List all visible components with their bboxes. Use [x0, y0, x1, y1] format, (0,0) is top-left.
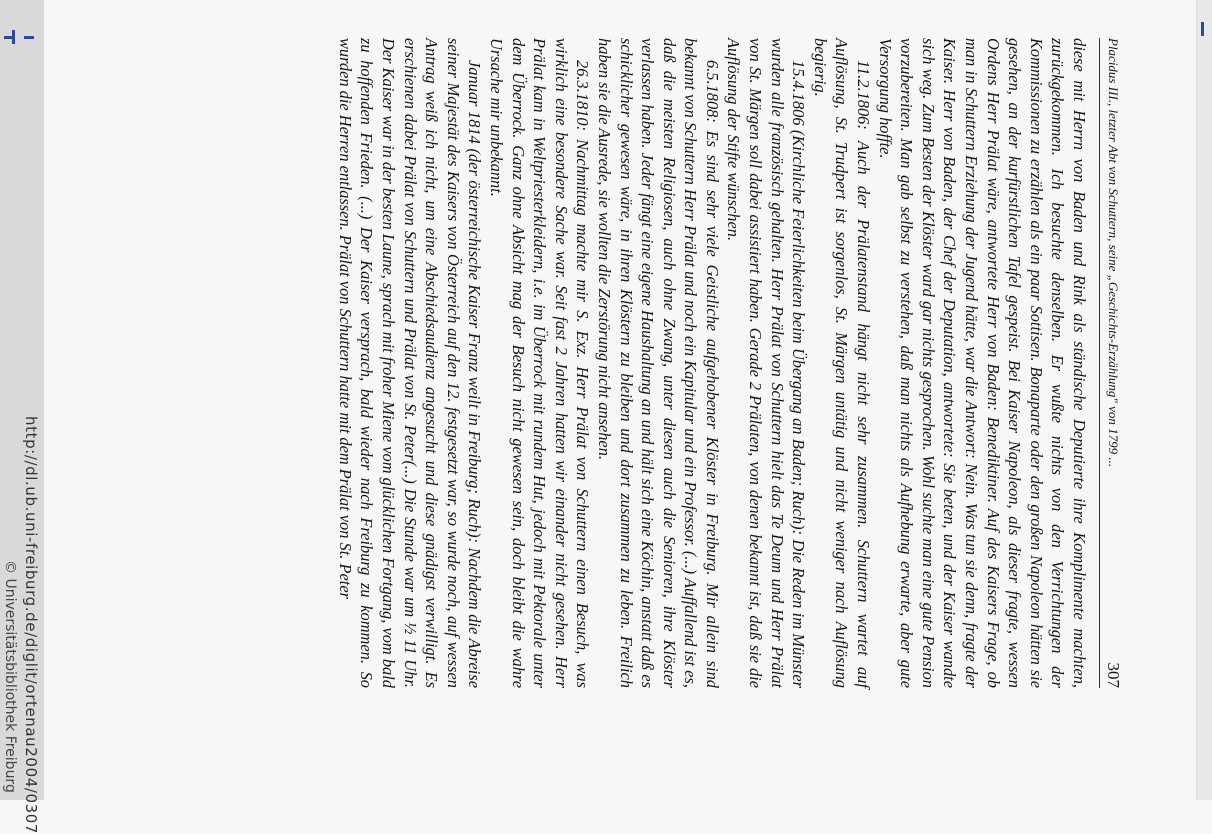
book-page — [126, 38, 1126, 688]
scan-margin-right — [1196, 0, 1212, 800]
paragraph: 6.5.1808: Es sind sehr viele Geistliche aufgehobener Klöster in Freiburg. Mir allein sind bekannt von Schuttern Herr Prälat und noch ein Kapitular und ein Professor. (...) Auffallend ist es, daß die meisten Religiosen, auch ohne Zwang, unter diesen auch die Senioren, ihre Klöster verlassen haben. Jeder fängt eine eigene Haushaltung an und hält sich eine Köchin, anstatt daß es schicklicher gewesen wäre, in ihren Klöstern zu bleiben und dort zusammen zu leben. Freilich haben sie die Ausrede, sie wollten die Zerstörung nicht ansehen. — [594, 38, 722, 688]
scan-registration-mark — [12, 30, 15, 44]
footer-copyright: © Universitätsbibliothek Freiburg — [2, 560, 18, 793]
running-head — [1099, 38, 1126, 688]
scan-registration-mark — [1201, 22, 1204, 36]
page-number: 307 — [1104, 662, 1123, 688]
paragraph: Januar 1814 (der österreichische Kaiser Franz weilt in Freiburg; Ruch): Nachdem die Abreise seiner Majestät des Kaisers von Österreich auf den 12. festgesetzt war, so wurde noch, auf wessen Antrag weiß ich nicht, um eine Abschiedsaudienz angesucht und diese gnädigst verwilligt. Es erschienen dabei Prälat von Schuttern und Prälat von St. Peter(...) Die Stunde war um ½ 11 Uhr. Der Kaiser war in der besten Laune, sprach mit froher Miene vom glücklichen Fortgang, vom bald zu hoffenden Frieden. (...) Der Kaiser versprach, bald wieder nach Freiburg zu kommen. So wurden die Herren entlassen. Prälat von Schuttern hatte mit dem Prälat von St. Peter — [335, 38, 485, 688]
running-head-title: Placidus III., letzter Abt von Schuttern, seine „Geschichts-Erzählung" von 1799 ... — [1106, 38, 1121, 468]
paragraph: 15.4.1806 (Kirchliche Feierlichkeiten beim Übergang an Baden; Ruch): Die Reden im Münster wurden alle französisch gehalten. Herr Prälat von Schuttern hielt das Te Deum und Herr Prälat von St. Märgen soll dabei assistiert haben. Gerade 2 Prälaten, von denen bekannt ist, daß sie die Auflösung der Stifte wünschen. — [724, 38, 809, 688]
scan-registration-mark — [24, 36, 34, 39]
body-text — [334, 38, 1090, 688]
paragraph: diese mit Herrn von Baden und Rink als ständische Deputierte ihre Komplimente machten, zurückgekommen. Ich besuchte denselben. Er wußte nichts von den Verrichtungen der Kommissionen zu erzählen als ein paar Sottisen. Bonaparte oder den großen Napoleon hätten sie gesehen, an der kurfürstlichen Tafel gespeist. Bei Kaiser Napoleon, als dieser fragte, wessen Ordens Herr Prälat wäre, antwortete Herr von Baden: Benediktiner. Auf des Kaisers Frage, ob man in Schuttern Erziehung der Jugend hätte, war die Antwort: Nein. Was tun sie denn, fragte der Kaiser. Herr von Baden, der Chef der Deputation, antwortete: Sie beten, und der Kaiser wandte sich weg. Zum Besten der Klöster ward gar nichts gesprochen. Wohl suchte man eine gute Pension vorzubereiten. Man gab selbst zu verstehen, daß man nichts als Aufhebung erwarte, aber gute Versorgung hoffte. — [875, 38, 1089, 688]
footer-url[interactable]: http://dl.ub.uni-freiburg.de/diglit/ortenau2004/0307 — [22, 416, 40, 834]
paragraph: 26.3.1810: Nachmittag machte mir S. Exz. Herr Prälat von Schuttern einen Besuch, was wirklich eine besondere Sache war. Seit fast 2 Jahren hatten wir einander nicht gesehen. Herr Prälat kam in Weltpriesterkleidern, i.e. im Überrock mit rundem Hut, jedoch mit Pektorale unter dem Überrock. Ganz ohne Absicht mag der Besuch nicht gewesen sein, doch bleibt die wahre Ursache mir unbekannt. — [486, 38, 593, 688]
paragraph: 11.2.1806: Auch der Prälatenstand hängt nicht sehr zusammen. Schuttern wartet auf Auflösung, St. Trudpert ist sorgenlos, St. Märgen untätig und nicht weniger nach Auflösung begierig. — [810, 38, 874, 688]
